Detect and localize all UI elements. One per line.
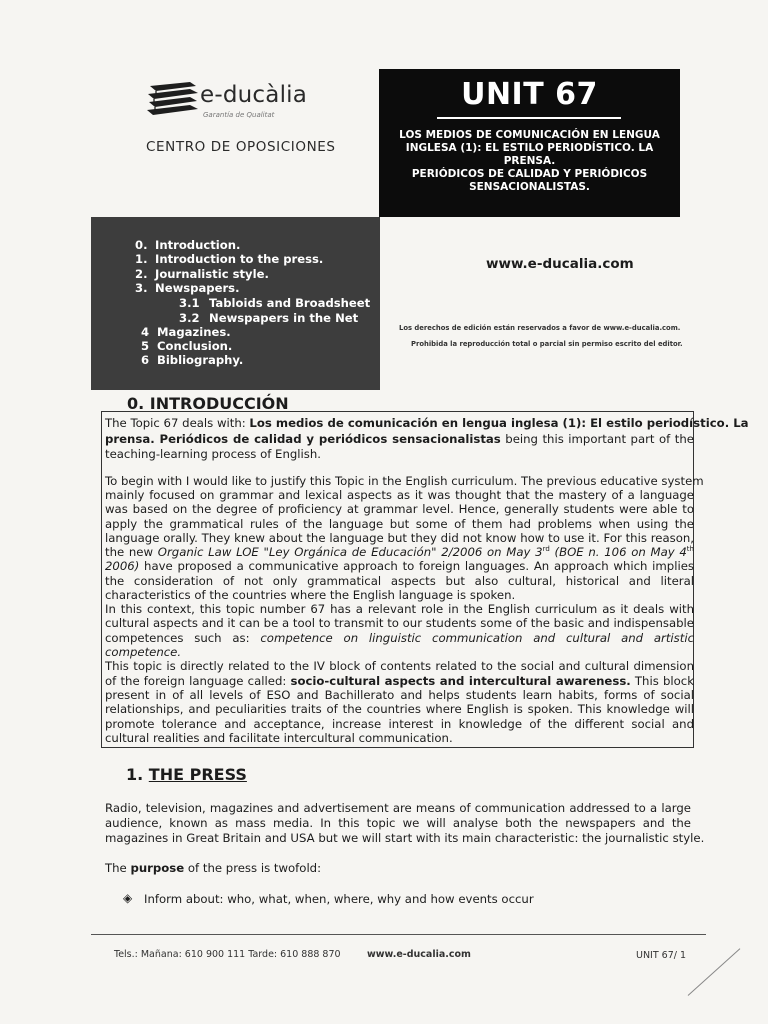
toc-item: 1. Introduction to the press. — [135, 252, 324, 266]
text-line: present in of all levels of ESO and Bachillerato and helps students learn habits, forms of social — [105, 688, 694, 702]
text-line: language orally. They knew about the language but they did not know how to use it. For this reason, — [105, 531, 694, 545]
text-line: competences such as: competence on linguistic communication and cultural and artistic — [105, 631, 694, 645]
text-line: characteristics of the countries where the English language is spoken. — [105, 588, 516, 602]
rights-notice: Los derechos de edición están reservados a favor de www.e-ducalia.com. — [399, 324, 681, 332]
bullet-text: Inform about: who, what, when, where, why and how events occur — [144, 892, 534, 906]
unit-header-box — [379, 69, 680, 217]
centro-label: CENTRO DE OPOSICIONES — [146, 139, 336, 155]
unit-subtitle-line: INGLESA (1): EL ESTILO PERIODÍSTICO. LA PRENSA. — [405, 142, 654, 167]
website-url: www.e-ducalia.com — [486, 256, 634, 272]
text-line: cultural realities and facilitate intercultural communication. — [105, 731, 453, 745]
diamond-bullet-icon: ◈ — [123, 891, 133, 905]
footer-website: www.e-ducalia.com — [367, 949, 471, 960]
text-line: The Topic 67 deals with: Los medios de comunicación en lengua inglesa (1): El estilo periodístico. La — [105, 416, 749, 430]
unit-subtitle — [391, 129, 668, 194]
text-line: This topic is directly related to the IV block of contents related to the social and cultural dimension — [105, 659, 694, 673]
text-line: In this context, this topic number 67 has a relevant role in the English curriculum as it deals with — [105, 602, 694, 616]
text-line: To begin with I would like to justify this Topic in the English curriculum. The previous educative system — [105, 474, 704, 488]
text-line: The purpose of the press is twofold: — [105, 861, 322, 875]
table-of-contents — [91, 217, 380, 390]
section-heading-introduccion: 0. INTRODUCCIÓN — [127, 394, 289, 413]
footer-phones: Tels.: Mañana: 610 900 111 Tarde: 610 888 870 — [114, 949, 341, 960]
text-line: competence. — [105, 645, 182, 659]
text-line: teaching-learning process of English. — [105, 447, 321, 461]
footer-page-number: UNIT 67/ 1 — [636, 950, 687, 961]
text-line: 2006) have proposed a communicative approach to foreign languages. An approach which implies — [105, 559, 694, 573]
toc-item: 6 Bibliography. — [141, 353, 244, 367]
text-line: magazines in Great Britain and USA but we will start with its main characteristic: the journalistic style. — [105, 831, 705, 845]
text-line: relationships, and peculiarities traits of the countries where English is spoken. This knowledge will — [105, 702, 694, 716]
text-line: of the foreign language called: socio-cultural aspects and intercultural awareness. This block — [105, 674, 694, 688]
text-line: promote tolerance and acceptance, increase interest in knowledge of the different social and — [105, 717, 694, 731]
toc-item: 3. Newspapers. — [135, 281, 240, 295]
footer-divider — [91, 934, 706, 935]
unit-title: UNIT 67 — [461, 77, 598, 112]
brand-tagline: Garantía de Qualitat — [203, 111, 275, 119]
toc-item: 5 Conclusion. — [141, 339, 233, 353]
text-line: cultural aspects and it can be a tool to transmit to our students some of the basic and indispensable — [105, 616, 694, 630]
toc-item: 0. Introduction. — [135, 238, 241, 252]
scan-mark — [688, 948, 741, 996]
toc-item: 2. Journalistic style. — [135, 267, 269, 281]
toc-subitem: 3.1 Tabloids and Broadsheet — [179, 296, 371, 310]
text-line: apply the grammatical rules of the language but some of them had problems when using the — [105, 517, 694, 531]
toc-subitem: 3.2 Newspapers in the Net — [179, 311, 359, 325]
unit-subtitle-line: SENSACIONALISTAS. — [469, 181, 590, 193]
text-line: mainly focused on grammar and lexical aspects as it was thought that the mastery of a language — [105, 488, 694, 502]
logo — [146, 76, 336, 126]
text-line: audience, known as mass media. In this topic we will analyse both the newspapers and the — [105, 816, 691, 830]
brand-name: e-ducàlia — [200, 82, 308, 108]
rights-notice: Prohibida la reproducción total o parcial sin permiso escrito del editor. — [411, 340, 683, 348]
text-line: Radio, television, magazines and advertisement are means of communication addressed to a large — [105, 801, 691, 815]
unit-subtitle-line: LOS MEDIOS DE COMUNICACIÓN EN LENGUA — [399, 129, 660, 141]
toc-item: 4 Magazines. — [141, 325, 231, 339]
section-heading-the-press: 1. THE PRESS — [126, 765, 247, 784]
unit-subtitle-line: PERIÓDICOS DE CALIDAD Y PERIÓDICOS — [411, 168, 648, 180]
text-line: the new Organic Law LOE "Ley Orgánica de Educación" 2/2006 on May 3rd (BOE n. 106 on May 4th — [105, 545, 694, 559]
text-line: the consideration of not only grammatical aspects but also cultural, historical and literal — [105, 574, 694, 588]
books-logo-icon — [146, 80, 200, 120]
text-line: was based on the degree of proficiency at grammar level. Hence, generally students were able to — [105, 502, 694, 516]
unit-title-rule — [437, 117, 621, 119]
text-line: prensa. Periódicos de calidad y periódicos sensacionalistas being this important part of the — [105, 432, 694, 446]
